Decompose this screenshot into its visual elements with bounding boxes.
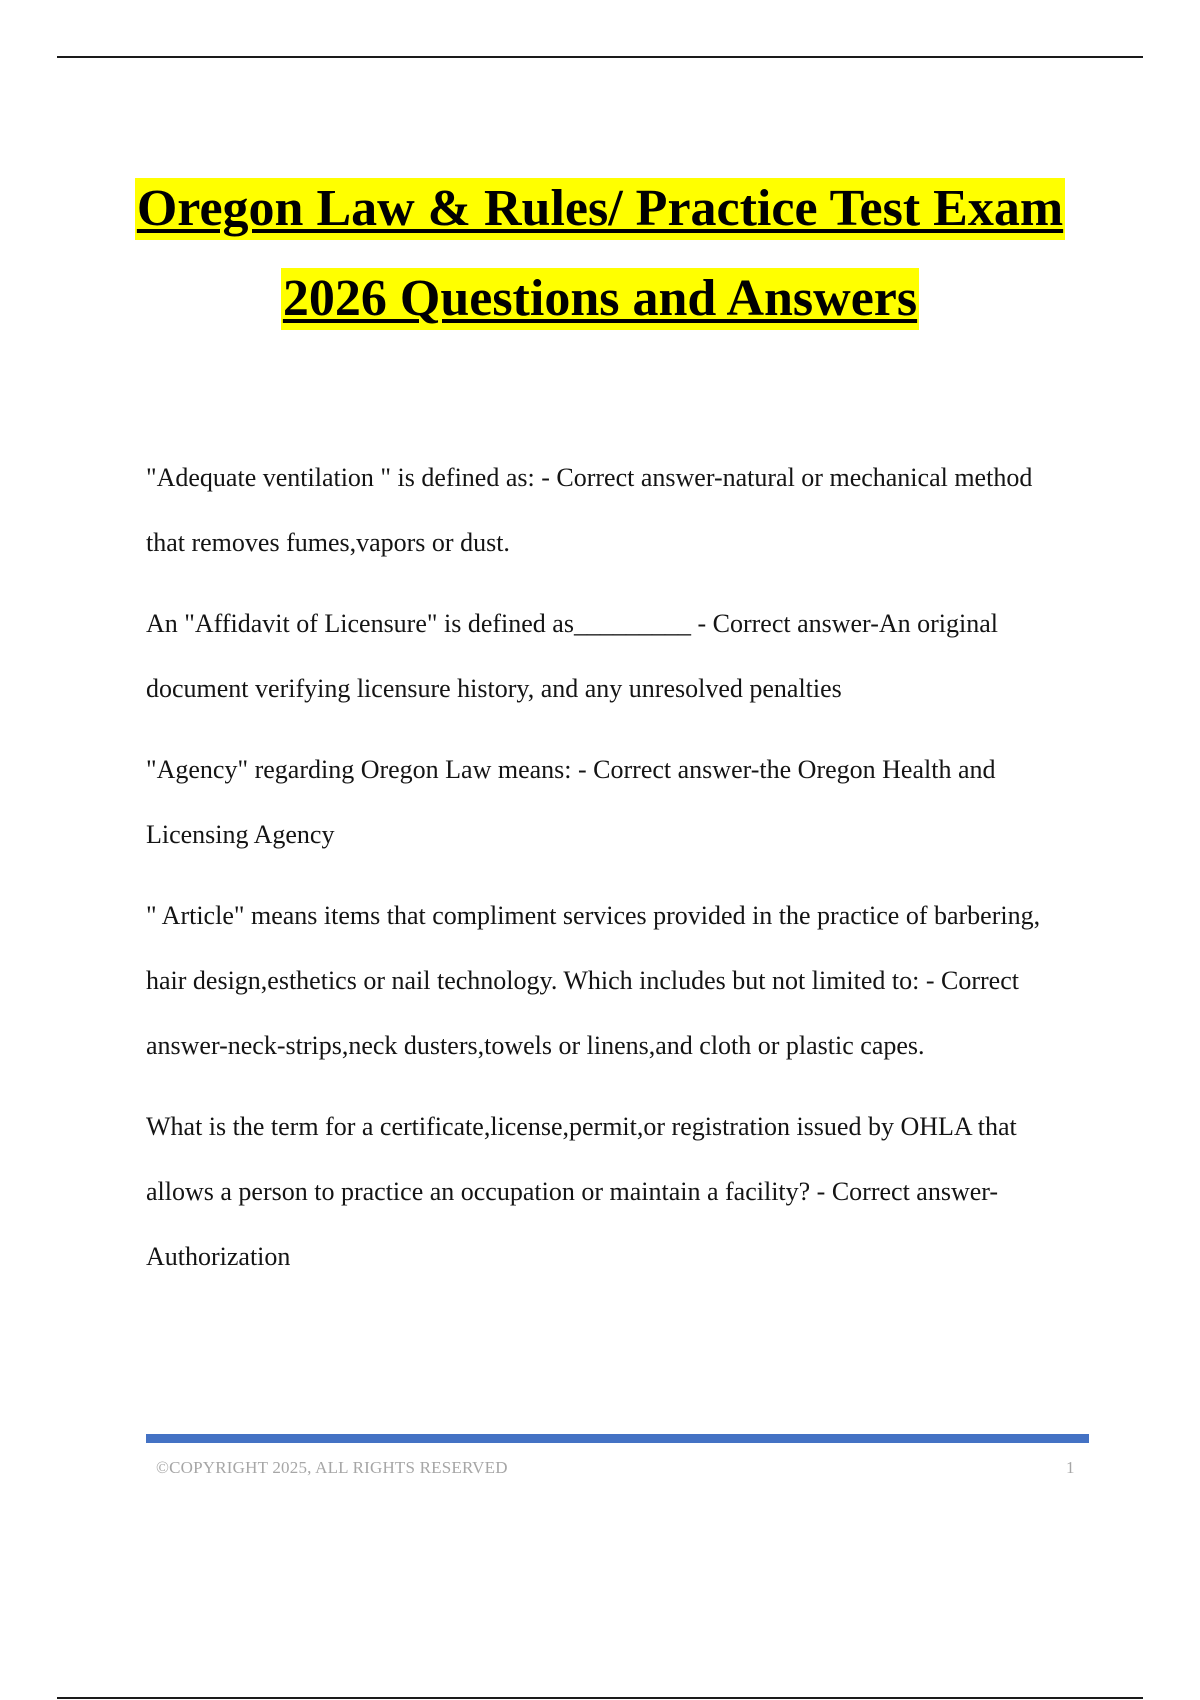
title-line-2: 2026 Questions and Answers bbox=[281, 268, 919, 330]
qa-item: " Article" means items that compliment services provided in the practice of barbering, hair design,esthetics or nail technology. Which includes but not limited to: - Correct answer-neck-strips,neck dusters,towels or linens,and cloth or plastic capes. bbox=[146, 901, 1041, 1060]
title-line-1: Oregon Law & Rules/ Practice Test Exam bbox=[135, 178, 1065, 240]
qa-item: An "Affidavit of Licensure" is defined as_________ - Correct answer-An original document verifying licensure history, and any unresolved penalties bbox=[146, 609, 998, 703]
document-title bbox=[0, 178, 1200, 358]
qa-item: "Agency" regarding Oregon Law means: - Correct answer-the Oregon Health and Licensing Agency bbox=[146, 755, 996, 849]
qa-item: "Adequate ventilation " is defined as: - Correct answer-natural or mechanical method that removes fumes,vapors or dust. bbox=[146, 463, 1033, 557]
qa-list bbox=[146, 445, 1076, 1305]
footer-bar bbox=[146, 1434, 1089, 1443]
bottom-rule bbox=[57, 1697, 1143, 1699]
footer-copyright: ©COPYRIGHT 2025, ALL RIGHTS RESERVED bbox=[156, 1458, 508, 1477]
page-number: 1 bbox=[1066, 1458, 1075, 1477]
qa-item: What is the term for a certificate,license,permit,or registration issued by OHLA that allows a person to practice an occupation or maintain a facility? - Correct answer-Authorization bbox=[146, 1112, 1017, 1271]
top-rule bbox=[57, 56, 1143, 58]
